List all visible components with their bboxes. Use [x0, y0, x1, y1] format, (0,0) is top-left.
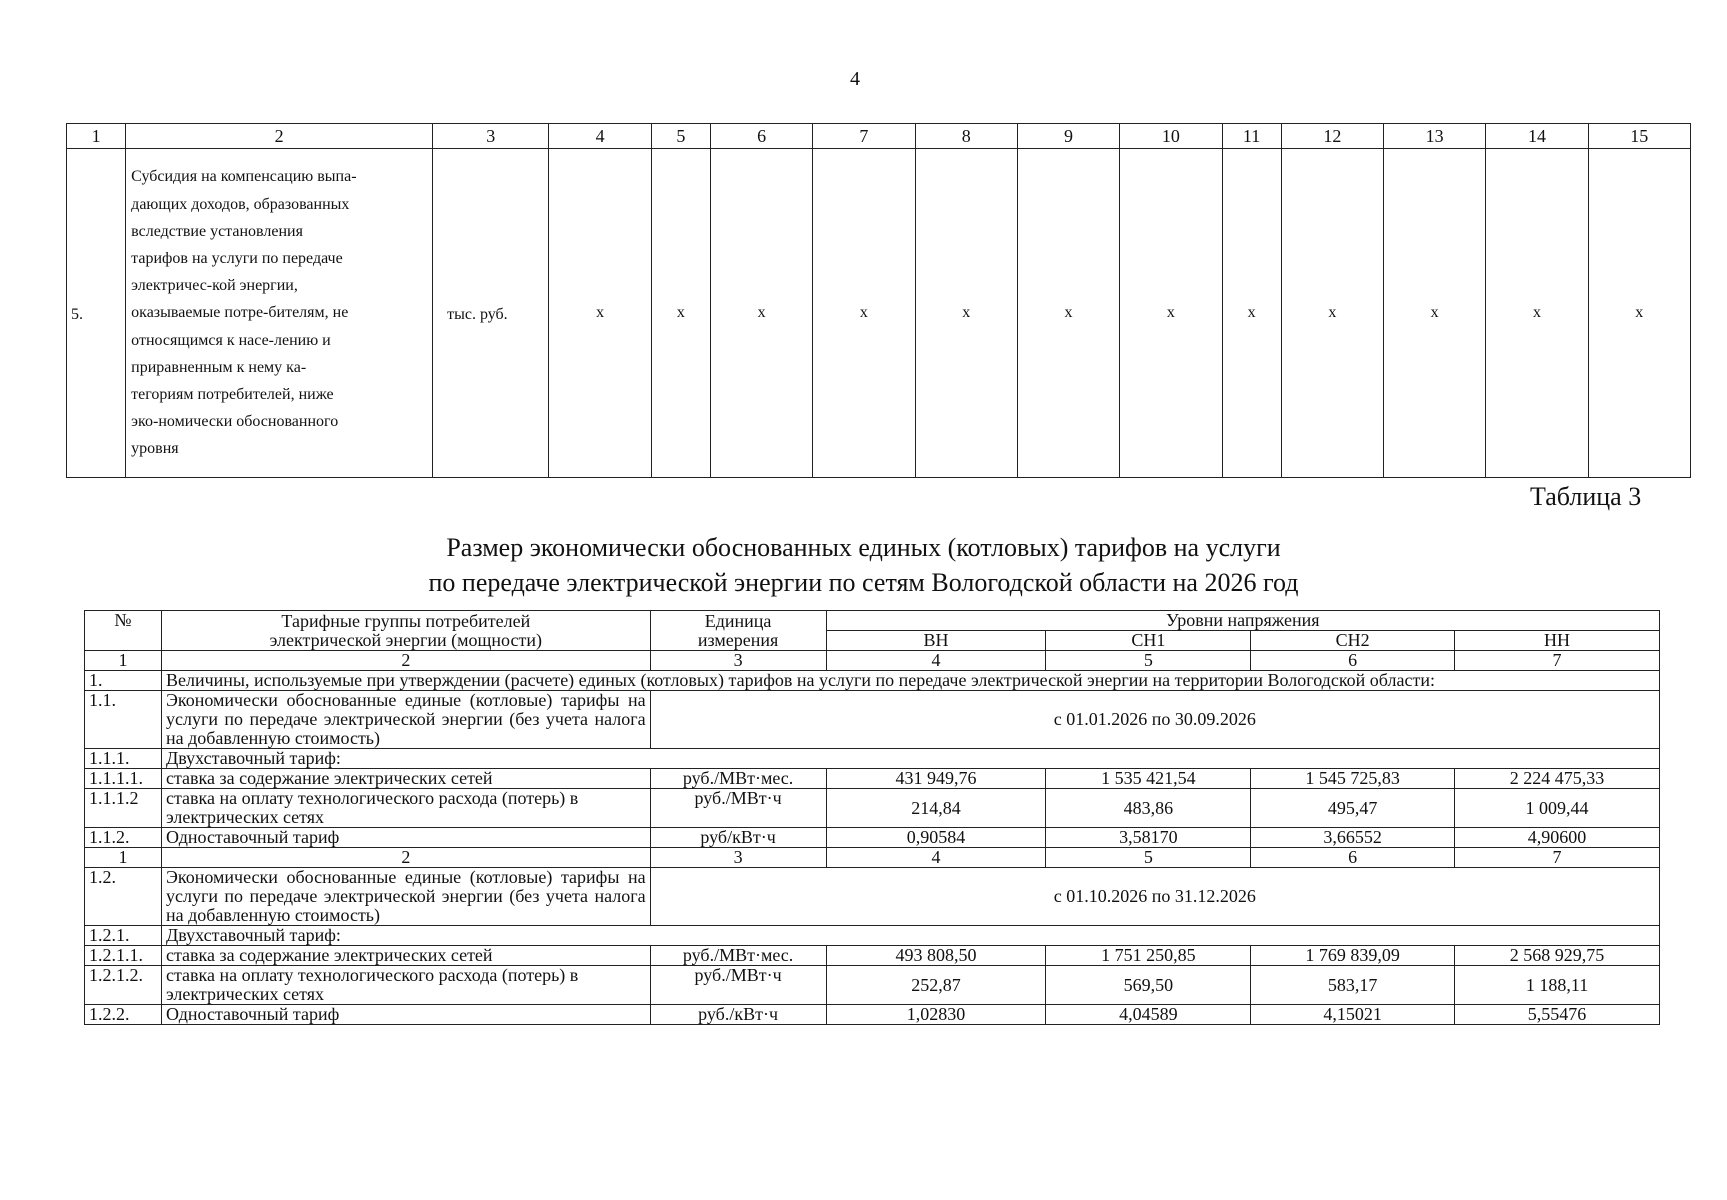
- row-label: Двухставочный тариф:: [161, 926, 1659, 946]
- table-title-line-2: по передаче электрической энергии по сетям Вологодской области на 2026 год: [428, 568, 1299, 597]
- cell-value: 493 808,50: [826, 946, 1046, 966]
- period: с 01.01.2026 по 30.09.2026: [650, 691, 1659, 749]
- page-number: 4: [850, 68, 860, 90]
- table-row: [67, 149, 1691, 478]
- col-number: 5: [651, 124, 710, 149]
- row-unit: руб./кВт·ч: [650, 1005, 826, 1025]
- row-number: 1.2.: [85, 868, 162, 926]
- description-line: эко-номически обоснованного: [131, 413, 339, 431]
- header-unit: [650, 611, 826, 651]
- header-row: [85, 611, 1660, 631]
- row-number: 1.1.1.2: [85, 789, 162, 828]
- cell-value: 1,02830: [826, 1005, 1046, 1025]
- col-number: 4: [826, 651, 1046, 671]
- cell-value: 1 545 725,83: [1251, 769, 1455, 789]
- cell-value: х: [1281, 149, 1383, 478]
- section-row: [85, 671, 1660, 691]
- subsidy-table: [66, 123, 1691, 478]
- cell-value: 2 224 475,33: [1455, 769, 1660, 789]
- description-line: тегориям потребителей, ниже: [131, 386, 334, 403]
- row-label: Одноставочный тариф: [161, 1005, 650, 1025]
- col-number: 14: [1486, 124, 1588, 149]
- col-number: 2: [161, 651, 650, 671]
- cell-value: 495,47: [1251, 789, 1455, 828]
- table-row: [85, 749, 1660, 769]
- cell-value: 3,66552: [1251, 828, 1455, 848]
- col-number: 9: [1017, 124, 1119, 149]
- table-row: [85, 868, 1660, 926]
- table-row: [85, 926, 1660, 946]
- description-line: относящимся к насе-лению и: [131, 331, 331, 349]
- cell-value: 1 769 839,09: [1251, 946, 1455, 966]
- cell-value: х: [813, 149, 915, 478]
- row-description: [126, 149, 433, 478]
- col-number: 2: [161, 848, 650, 868]
- col-number: 3: [433, 124, 549, 149]
- cell-value: х: [1383, 149, 1485, 478]
- col-number: 6: [1251, 848, 1455, 868]
- col-number: 10: [1120, 124, 1222, 149]
- description-line: приравненным к нему ка-: [131, 358, 307, 376]
- cell-value: х: [651, 149, 710, 478]
- row-unit: руб/кВт·ч: [650, 828, 826, 848]
- header-groups-line: Тарифные группы потребителей: [281, 610, 531, 631]
- description-line: оказываемые потре-бителям, не: [131, 304, 349, 322]
- header-number: №: [85, 611, 162, 651]
- tariff-table: [84, 610, 1660, 1025]
- col-number: 7: [813, 124, 915, 149]
- description-line: уровня: [131, 440, 179, 458]
- col-number: 7: [1455, 848, 1660, 868]
- row-unit: руб./МВт·мес.: [650, 769, 826, 789]
- period: с 01.10.2026 по 31.12.2026: [650, 868, 1659, 926]
- row-number: 1.2.2.: [85, 1005, 162, 1025]
- header-groups: [161, 611, 650, 651]
- row-label: ставка за содержание электрических сетей: [161, 946, 650, 966]
- table-title-line-1: Размер экономически обоснованных единых (котловых) тарифов на услуги: [446, 533, 1281, 562]
- col-number: 2: [126, 124, 433, 149]
- row-unit: руб./МВт·ч: [650, 966, 826, 1005]
- table-row: [85, 691, 1660, 749]
- description-line: вследствие установления: [131, 222, 303, 240]
- col-number: 6: [710, 124, 812, 149]
- col-number: 7: [1455, 651, 1660, 671]
- description-line: Субсидия на компенсацию выпа-: [131, 168, 357, 186]
- cell-value: 1 751 250,85: [1046, 946, 1251, 966]
- level-vn: ВН: [826, 631, 1046, 651]
- table-label: Таблица 3: [1530, 482, 1642, 511]
- row-label: ставка на оплату технологического расхода (потерь) в электрических сетях: [161, 789, 650, 828]
- header-unit-line: измерения: [697, 629, 779, 650]
- row-unit: руб./МВт·мес.: [650, 946, 826, 966]
- cell-value: х: [1486, 149, 1588, 478]
- column-number-row: [85, 651, 1660, 671]
- row-label: Экономически обоснованные единые (котловые) тарифы на услуги по передаче электрической энергии (без учета налога на добавленную стоимость): [161, 868, 650, 926]
- cell-value: 0,90584: [826, 828, 1046, 848]
- table-row: [85, 769, 1660, 789]
- row-number: 1.1.1.: [85, 749, 162, 769]
- row-number: 1.2.1.2.: [85, 966, 162, 1005]
- cell-value: 583,17: [1251, 966, 1455, 1005]
- cell-value: 483,86: [1046, 789, 1251, 828]
- column-number-row: [67, 124, 1691, 149]
- description-line: электричес-кой энергии,: [131, 277, 298, 295]
- level-sn2: СН2: [1251, 631, 1455, 651]
- cell-value: х: [1120, 149, 1222, 478]
- row-number: 1.1.2.: [85, 828, 162, 848]
- table-row: [85, 828, 1660, 848]
- col-number: 6: [1251, 651, 1455, 671]
- table-row: [85, 966, 1660, 1005]
- level-sn1: СН1: [1046, 631, 1251, 651]
- cell-value: 1 535 421,54: [1046, 769, 1251, 789]
- col-number: 3: [650, 848, 826, 868]
- col-number: 3: [650, 651, 826, 671]
- cell-value: 252,87: [826, 966, 1046, 1005]
- col-number: 12: [1281, 124, 1383, 149]
- col-number: 1: [85, 848, 162, 868]
- cell-value: х: [915, 149, 1017, 478]
- cell-value: 431 949,76: [826, 769, 1046, 789]
- row-number: 1.: [85, 671, 162, 691]
- cell-value: 2 568 929,75: [1455, 946, 1660, 966]
- level-nn: НН: [1455, 631, 1660, 651]
- cell-value: 214,84: [826, 789, 1046, 828]
- cell-value: 4,15021: [1251, 1005, 1455, 1025]
- row-number: 1.2.1.1.: [85, 946, 162, 966]
- col-number: 5: [1046, 651, 1251, 671]
- table-row: [85, 789, 1660, 828]
- row-label: ставка на оплату технологического расхода (потерь) в электрических сетях: [161, 966, 650, 1005]
- cell-value: 5,55476: [1455, 1005, 1660, 1025]
- col-number: 11: [1222, 124, 1281, 149]
- column-number-row: [85, 848, 1660, 868]
- row-unit: руб./МВт·ч: [650, 789, 826, 828]
- col-number: 1: [85, 651, 162, 671]
- table-row: [85, 946, 1660, 966]
- cell-value: 4,04589: [1046, 1005, 1251, 1025]
- col-number: 5: [1046, 848, 1251, 868]
- header-voltage-levels: Уровни напряжения: [826, 611, 1659, 631]
- cell-value: х: [710, 149, 812, 478]
- cell-value: 3,58170: [1046, 828, 1251, 848]
- row-label: ставка за содержание электрических сетей: [161, 769, 650, 789]
- row-number: 1.2.1.: [85, 926, 162, 946]
- cell-value: 1 188,11: [1455, 966, 1660, 1005]
- row-label: Одноставочный тариф: [161, 828, 650, 848]
- cell-value: 4,90600: [1455, 828, 1660, 848]
- row-number: 1.1.1.1.: [85, 769, 162, 789]
- col-number: 8: [915, 124, 1017, 149]
- row-number: 5.: [67, 149, 126, 478]
- description-line: дающих доходов, образованных: [131, 195, 350, 213]
- row-unit: тыс. руб.: [433, 149, 549, 478]
- cell-value: 1 009,44: [1455, 789, 1660, 828]
- table-row: [85, 1005, 1660, 1025]
- cell-value: 569,50: [1046, 966, 1251, 1005]
- section-text: Величины, используемые при утверждении (расчете) единых (котловых) тарифов на услуги по передаче электрической энергии на территории Вологодской области:: [161, 671, 1659, 691]
- row-number: 1.1.: [85, 691, 162, 749]
- header-unit-line: Единица: [704, 610, 772, 631]
- row-label: Двухставочный тариф:: [161, 749, 1659, 769]
- col-number: 1: [67, 124, 126, 149]
- col-number: 13: [1383, 124, 1485, 149]
- cell-value: х: [549, 149, 651, 478]
- description-line: тарифов на услуги по передаче: [131, 249, 343, 267]
- cell-value: х: [1588, 149, 1690, 478]
- cell-value: х: [1017, 149, 1119, 478]
- row-label: Экономически обоснованные единые (котловые) тарифы на услуги по передаче электрической энергии (без учета налога на добавленную стоимость): [161, 691, 650, 749]
- col-number: 4: [549, 124, 651, 149]
- col-number: 15: [1588, 124, 1690, 149]
- col-number: 4: [826, 848, 1046, 868]
- cell-value: х: [1222, 149, 1281, 478]
- header-groups-line: электрической энергии (мощности): [269, 629, 542, 650]
